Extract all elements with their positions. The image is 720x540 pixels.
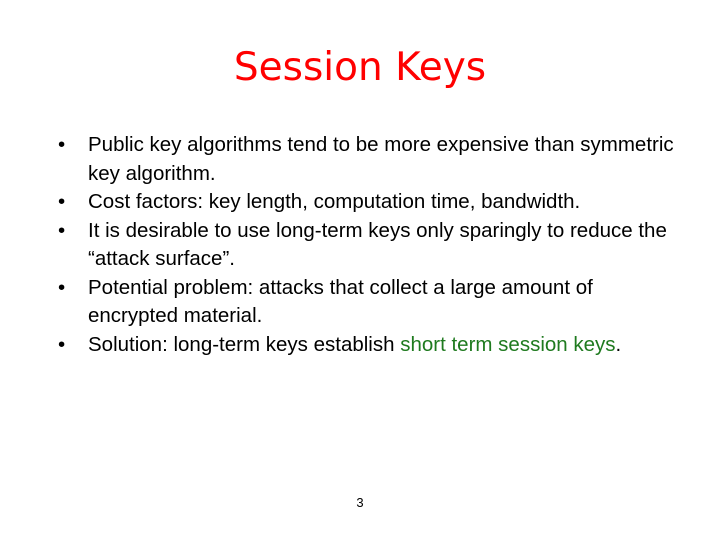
bullet-item xyxy=(0,131,720,188)
bullet-item-solution xyxy=(0,331,720,360)
solution-prefix: Solution: long-term keys establish xyxy=(88,332,401,356)
bullet-marker: • xyxy=(58,275,66,299)
bullet-marker: • xyxy=(58,332,66,356)
slide-title: Session Keys xyxy=(233,45,487,90)
bullet-marker: • xyxy=(58,133,66,156)
bullet-text: Potential problem: attacks that collect a large amount of encrypted material. xyxy=(88,275,593,327)
bullet-marker: • xyxy=(58,190,66,213)
bullet-text: Cost factors: key length, computation time, bandwidth. xyxy=(88,190,581,213)
solution-suffix: . xyxy=(615,332,622,356)
bullet-list xyxy=(0,131,720,359)
session-keys-highlight: short term session keys xyxy=(400,332,616,356)
page-number: 3 xyxy=(356,495,364,510)
bullet-item xyxy=(0,188,720,217)
bullet-marker: • xyxy=(58,218,66,242)
bullet-item xyxy=(0,217,720,274)
bullet-item xyxy=(0,274,720,331)
bullet-text: It is desirable to use long-term keys only sparingly to reduce the “attack surface”. xyxy=(88,218,667,270)
bullet-text: Public key algorithms tend to be more expensive than symmetric key algorithm. xyxy=(88,133,674,185)
